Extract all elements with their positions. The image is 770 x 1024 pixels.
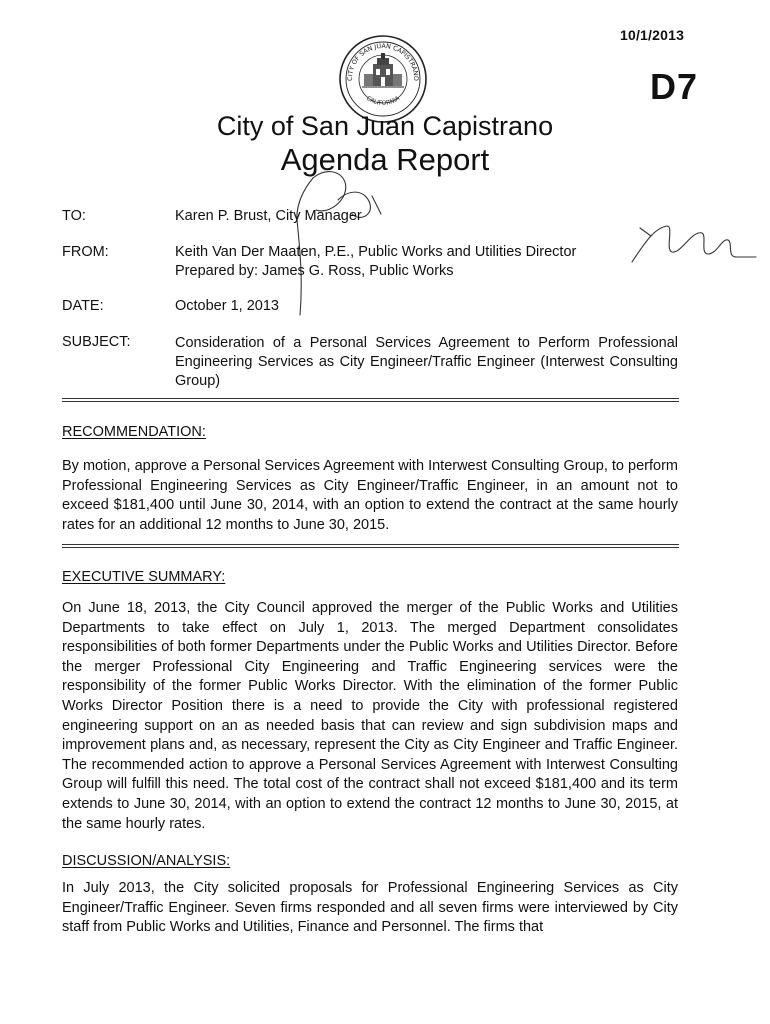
agenda-item-code: D7	[650, 66, 699, 107]
seal-text-top: CITY OF SAN JUAN CAPISTRANO	[345, 41, 421, 81]
to-value: Karen P. Brust, City Manager	[175, 208, 362, 224]
date-label: DATE:	[62, 298, 104, 314]
date-value: October 1, 2013	[175, 298, 279, 314]
executive-summary-heading: EXECUTIVE SUMMARY:	[62, 569, 226, 585]
discussion-heading: DISCUSSION/ANALYSIS:	[62, 853, 231, 869]
divider	[62, 398, 679, 399]
divider	[62, 401, 679, 402]
divider	[62, 547, 679, 548]
svg-text:CALIFORNIA	[365, 94, 402, 107]
prepared-by: Prepared by: James G. Ross, Public Works	[175, 263, 454, 279]
discussion-text: In July 2013, the City solicited proposals for Professional Engineering Services as City Engineer/Traffic Engineer. Seven firms responded and all seven firms were interviewed by City staff from Public Works and Utilities, Finance and Personnel. The firms that	[62, 880, 678, 936]
subject-value: Consideration of a Personal Services Agreement to Perform Professional Engineering Services as City Engineer/Traffic Engineer (Interwest Consulting Group)	[175, 335, 678, 389]
seal-text-bottom: CALIFORNIA	[364, 94, 402, 107]
subject-label: SUBJECT:	[62, 334, 131, 350]
report-title: Agenda Report	[280, 142, 490, 177]
executive-summary-text: On June 18, 2013, the City Council approved the merger of the Public Works and Utilities Departments to take effect on July 1, 2013. The merged Department consolidates responsibilities of both former Departments under the Public Works and Utilities Director. Before the merger Professional City Engineering and Traffic Engineering services were the responsibility of the former Public Works Director. With the elimination of the former Public Works Director Position there is a need to provide the City with professional registered engineering support on an as needed basis that can review and sign subdivision maps and improvement plans and, as necessary, represent the City as City Engineer and Traffic Engineer. The recommended action to approve a Personal Services Agreement with Interwest Consulting Group will fulfill this need. The total cost of the contract shall not exceed $181,400 and its term extends to June 30, 2014, with an option to extend the contract 12 months to June 30, 2015, at the same hourly rates.	[62, 600, 678, 832]
recommendation-text: By motion, approve a Personal Services Agreement with Interwest Consulting Group, to perform Professional Engineering Services as City Engineer/Traffic Engineer, in an amount not to exceed $181,400 until June 30, 2014, with an option to extend the contract at the same hourly rates for an additional 12 months to June 30, 2015.	[62, 458, 678, 533]
to-label: TO:	[62, 208, 86, 224]
from-value: Keith Van Der Maaten, P.E., Public Works and Utilities Director	[175, 244, 577, 260]
from-label: FROM:	[62, 244, 109, 260]
divider	[62, 544, 679, 545]
recommendation-heading: RECOMMENDATION:	[62, 424, 206, 440]
city-name: City of San Juan Capistrano	[216, 111, 554, 141]
agenda-date: 10/1/2013	[620, 27, 685, 43]
